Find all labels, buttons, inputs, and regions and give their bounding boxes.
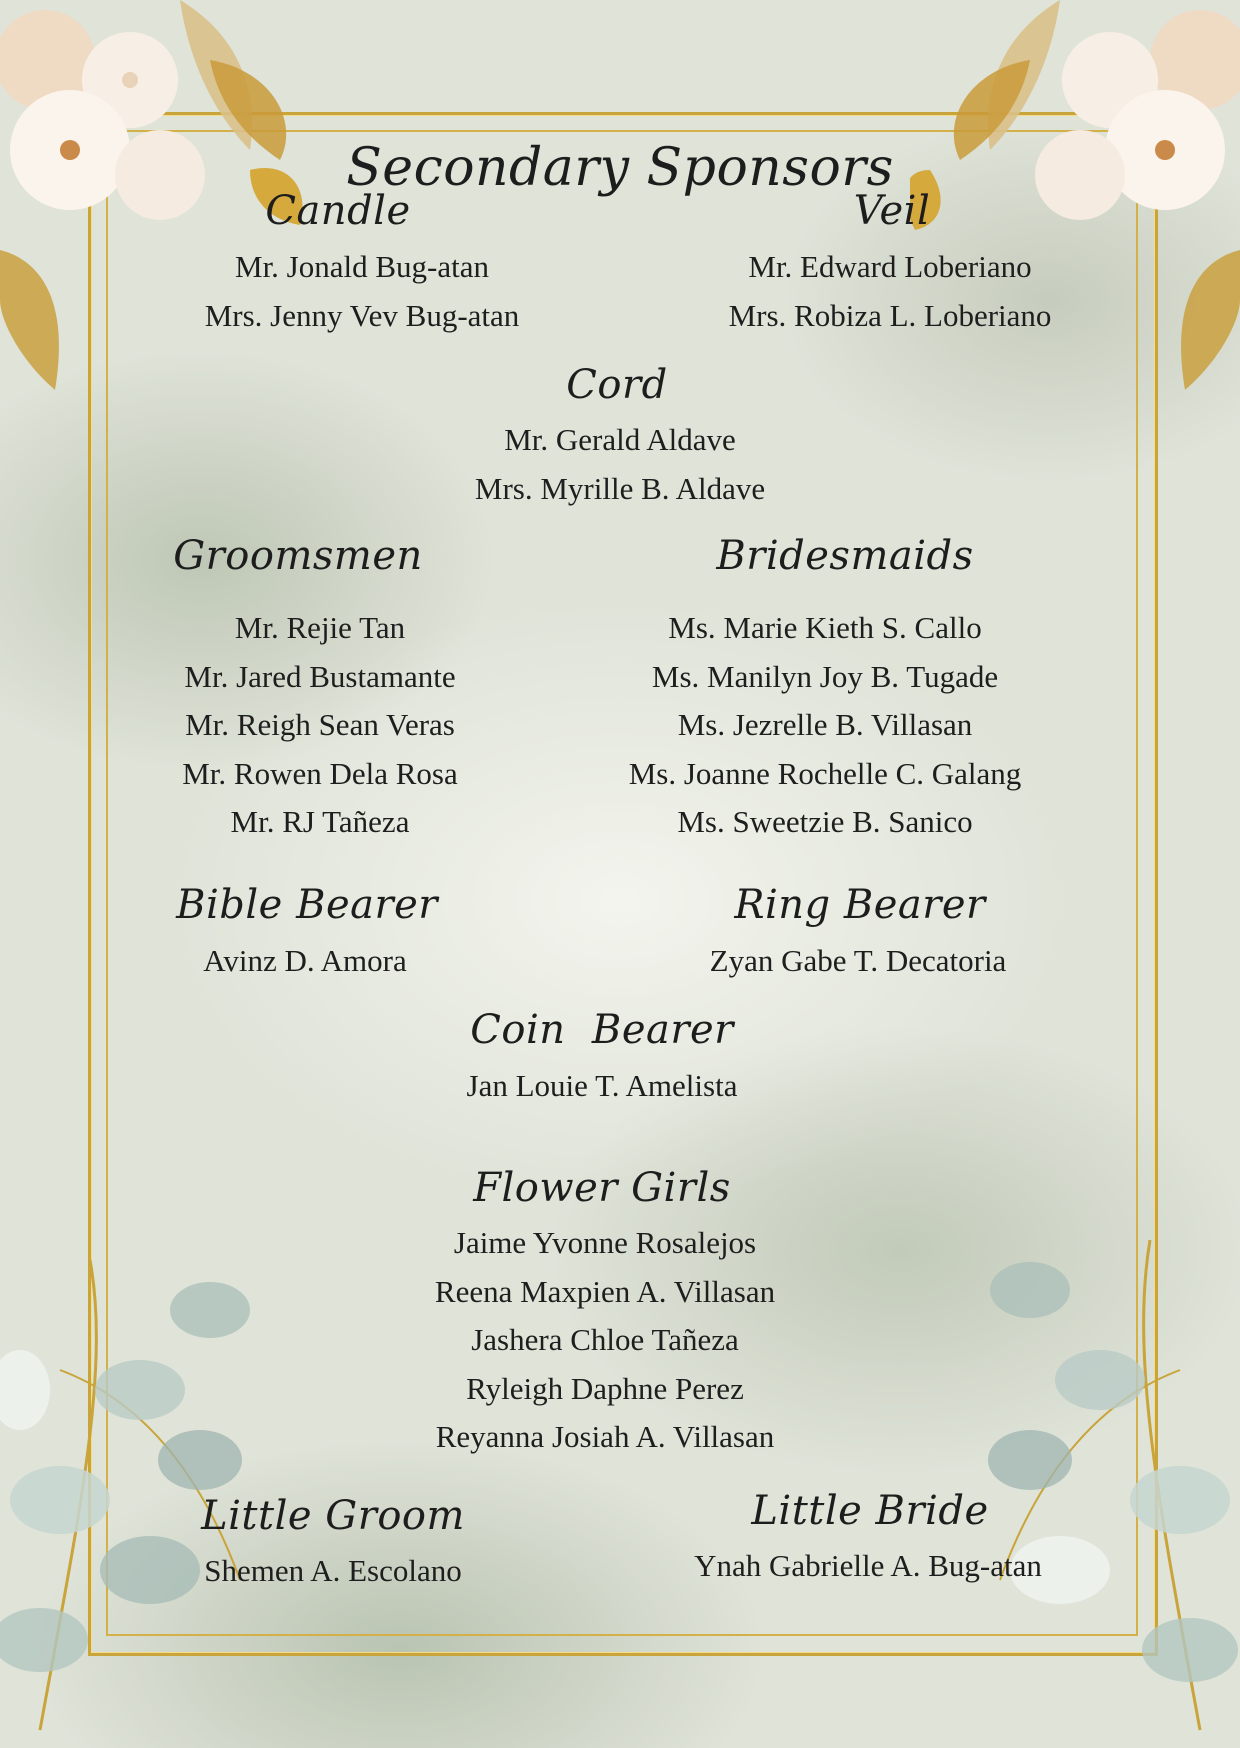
coin-bearer-heading: Coin Bearer: [470, 1007, 734, 1053]
bridesmaid-name: Ms. Marie Kieth S. Callo: [668, 610, 982, 645]
bridesmaids-names: [629, 604, 1022, 847]
bridesmaid-name: Ms. Jezrelle B. Villasan: [677, 707, 973, 742]
bible-bearer-names: [203, 937, 406, 986]
veil-heading: Veil: [853, 188, 931, 234]
groomsman-name: Mr. RJ Tañeza: [230, 804, 410, 839]
cord-heading: Cord: [566, 362, 668, 408]
veil-names: [729, 243, 1052, 340]
flower-girl-name: Ryleigh Daphne Perez: [466, 1370, 744, 1406]
veil-name: Mrs. Robiza L. Loberiano: [728, 297, 1052, 333]
cord-names: [475, 416, 765, 513]
cord-name: Mrs. Myrille B. Aldave: [474, 470, 766, 506]
floral-top-right-icon: [910, 0, 1240, 400]
bible-bearer-name: Avinz D. Amora: [203, 943, 407, 978]
bridesmaids-heading: Bridesmaids: [716, 533, 974, 579]
bridesmaid-name: Ms. Manilyn Joy B. Tugade: [651, 658, 999, 694]
little-bride-names: [694, 1542, 1042, 1591]
little-groom-names: [204, 1547, 461, 1596]
little-bride-name: Ynah Gabrielle A. Bug-atan: [694, 1548, 1042, 1583]
ring-bearer-names: [710, 937, 1007, 986]
flower-girl-name: Jashera Chloe Tañeza: [471, 1322, 739, 1357]
flower-girl-name: Jaime Yvonne Rosalejos: [453, 1225, 757, 1260]
candle-heading: Candle: [265, 188, 411, 234]
coin-bearer-names: [467, 1062, 738, 1111]
little-bride-heading: Little Bride: [751, 1488, 989, 1534]
groomsmen-names: [182, 604, 458, 847]
groomsmen-heading: Groomsmen: [173, 533, 423, 579]
bridesmaid-name: Ms. Joanne Rochelle C. Galang: [628, 755, 1022, 791]
flower-girl-name: Reena Maxpien A. Villasan: [434, 1273, 776, 1309]
groomsman-name: Mr. Rejie Tan: [234, 610, 406, 645]
flower-girls-heading: Flower Girls: [473, 1165, 731, 1211]
little-groom-name: Shemen A. Escolano: [204, 1553, 462, 1588]
groomsman-name: Mr. Jared Bustamante: [184, 658, 456, 694]
groomsman-name: Mr. Rowen Dela Rosa: [182, 755, 458, 791]
bridesmaid-name: Ms. Sweetzie B. Sanico: [677, 804, 973, 839]
candle-name: Mr. Jonald Bug-atan: [235, 249, 489, 284]
groomsman-name: Mr. Reigh Sean Veras: [185, 707, 455, 742]
bible-bearer-heading: Bible Bearer: [176, 882, 438, 928]
flower-girls-names: [435, 1219, 775, 1462]
little-groom-heading: Little Groom: [201, 1493, 465, 1539]
candle-name: Mrs. Jenny Vev Bug-atan: [204, 297, 520, 333]
veil-name: Mr. Edward Loberiano: [748, 249, 1032, 284]
candle-names: [205, 243, 520, 340]
ring-bearer-heading: Ring Bearer: [734, 882, 986, 928]
page-title: Secondary Sponsors: [346, 138, 894, 198]
coin-bearer-name: Jan Louie T. Amelista: [466, 1068, 738, 1103]
cord-name: Mr. Gerald Aldave: [504, 422, 736, 457]
flower-girl-name: Reyanna Josiah A. Villasan: [435, 1419, 775, 1454]
ring-bearer-name: Zyan Gabe T. Decatoria: [709, 943, 1007, 978]
